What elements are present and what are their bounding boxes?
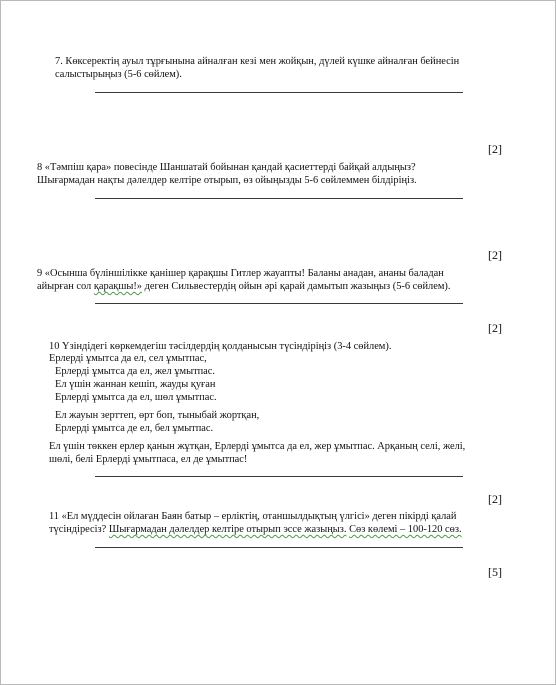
- question-11-text-part-a: түсіндіресіз?: [49, 524, 109, 535]
- question-9-text-line-1: 9 «Осынша бүлiншiлiкке қанiшер қарақшы Гитлер жауапты! Баланы анадан, ананы баладан: [37, 268, 444, 279]
- question-11-underlined-part-2: Сөз көлемі – 100-120 сөз.: [349, 524, 462, 535]
- poem-line-5: Ел жауын зерттеп, өрт боп, тыныбай жортқан,: [55, 410, 260, 421]
- question-7-text-line-2: салыстырыңыз (5-6 сөйлем).: [55, 69, 182, 80]
- question-11-underlined-part-1: Шығармадан дәлелдер келтіре отырып эссе жазыңыз.: [108, 524, 347, 535]
- answer-line-11: [95, 547, 463, 548]
- score-7: [2]: [488, 142, 502, 156]
- question-9-quote-end: қарақшы!»: [93, 281, 142, 292]
- question-10-title: 10 Үзіндідегі көркемдегіш тәсілдердің қолданысын түсіндіріңіз (3-4 сөйлем).: [49, 341, 392, 352]
- question-9-text-line-2: [37, 280, 450, 293]
- question-11-text-line-2: [49, 523, 462, 536]
- poem-line-6: Ерлерді ұмытса де ел, бел ұмытпас.: [55, 423, 214, 434]
- question-8-text-line-2: Шығармадан нақты дәлелдер келтіре отырып, өз ойыңызды 5-6 сөйлеммен білдіріңіз.: [37, 175, 417, 186]
- question-10-prose-line-2: шөлі, белі Ерлерді ұмытпаса, ел де ұмытпас!: [49, 454, 248, 465]
- answer-line-9: [95, 303, 463, 304]
- score-10: [2]: [488, 492, 502, 506]
- poem-line-2: Ерлерді ұмытса да ел, жел ұмытпас.: [55, 366, 215, 377]
- question-10-prose-line-1: Ел үшін төккен ерлер қанын жұтқан, Ерлерді ұмытса да ел, жер ұмытпас. Арқаның селі, желі,: [49, 441, 466, 452]
- poem-line-4: Ерлерді ұмытса да ел, шөл ұмытпас.: [55, 392, 217, 403]
- answer-line-8: [95, 198, 463, 199]
- question-9-text-part-a: айырған сол: [37, 281, 94, 292]
- score-9: [2]: [488, 321, 502, 335]
- question-8-text-line-1: 8 «Тәмпіш қара» повесінде Шаншатай бойынан қандай қасиеттерді байқай алдыңыз?: [37, 162, 416, 173]
- answer-line-7: [95, 92, 463, 93]
- score-11: [5]: [488, 565, 502, 579]
- question-7-text-line-1: 7. Көксеректің ауыл тұрғынына айналған кезі мен жойқын, дүлей күшке айналған бейнесін: [55, 56, 460, 67]
- question-9-text-part-c: деген Сильвестердің ойын әрі қарай дамытып жазыңыз (5-6 сөйлем).: [142, 281, 451, 292]
- score-8: [2]: [488, 248, 502, 262]
- question-11-text-line-1: 11 «Ел мүддесін ойлаған Баян батыр – ерліктің, отаншылдықтың үлгісі» деген пікірді қалай: [49, 511, 457, 522]
- poem-line-3: Ел үшін жаннан кешіп, жауды қуған: [55, 379, 216, 390]
- poem-line-1: Ерлерді ұмытса да ел, сел ұмытпас,: [49, 353, 207, 364]
- answer-line-10: [95, 476, 463, 477]
